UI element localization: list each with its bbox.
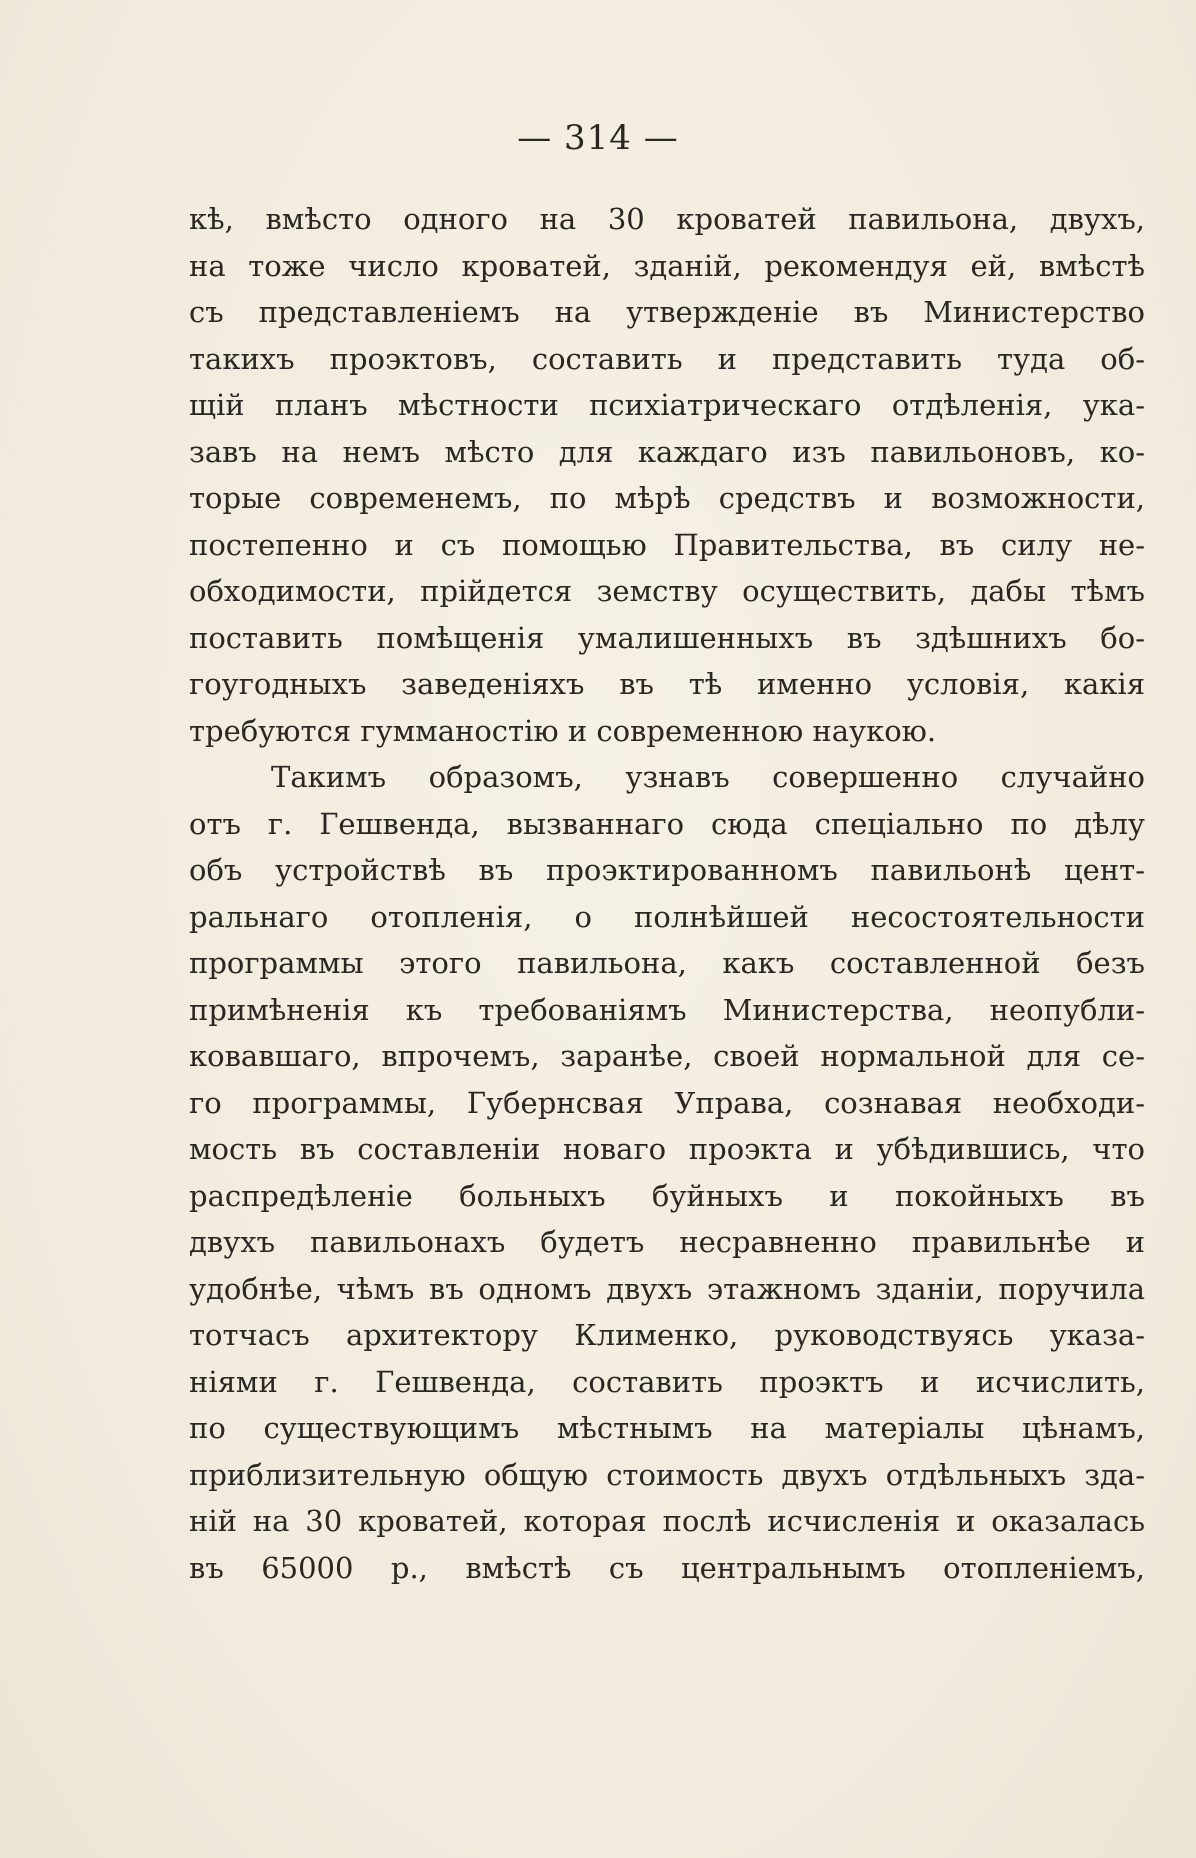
- text-line: распредѣленіе больныхъ буйныхъ и покойныхъ въ: [189, 1178, 1145, 1213]
- text-line: на тоже число кроватей, зданій, рекомендуя ей, вмѣстѣ: [189, 248, 1145, 283]
- body-text: [189, 196, 1145, 1591]
- text-line: ній на 30 кроватей, которая послѣ исчисленія и оказалась: [189, 1504, 1145, 1538]
- text-line: го программы, Губернсвая Управа, сознавая необходи-: [189, 1085, 1145, 1120]
- text-line: завъ на немъ мѣсто для каждаго изъ павильоновъ, ко-: [189, 434, 1145, 469]
- text-line: поставить помѣщенія умалишенныхъ въ здѣшнихъ бо-: [189, 620, 1145, 655]
- text-line: по существующимъ мѣстнымъ на матеріалы цѣнамъ,: [189, 1411, 1145, 1445]
- text-line: приблизительную общую стоимость двухъ отдѣльныхъ зда-: [189, 1457, 1145, 1492]
- text-line: гоугодныхъ заведеніяхъ въ тѣ именно условія, какія: [189, 667, 1145, 701]
- text-line: программы этого павильона, какъ составленной безъ: [189, 946, 1145, 980]
- text-line: ральнаго отопленія, о полнѣйшей несостоятельности: [189, 899, 1145, 934]
- text-line: щій планъ мѣстности психіатрическаго отдѣленія, ука-: [189, 388, 1145, 422]
- page-number: — 314 —: [517, 118, 679, 158]
- text-line: примѣненія къ требованіямъ Министерства, неопубли-: [189, 992, 1145, 1027]
- text-line: обходимости, прійдется земству осуществить, дабы тѣмъ: [189, 574, 1145, 608]
- text-line: постепенно и съ помощью Правительства, въ силу не-: [189, 527, 1145, 562]
- text-line: тотчасъ архитектору Клименко, руководствуясь указа-: [189, 1318, 1145, 1352]
- text-line: ковавшаго, впрочемъ, заранѣе, своей нормальной для се-: [189, 1039, 1145, 1073]
- text-line: кѣ, вмѣсто одного на 30 кроватей павильона, двухъ,: [189, 202, 1145, 236]
- text-line: двухъ павильонахъ будетъ несравненно правильнѣе и: [189, 1225, 1145, 1259]
- text-line: торые современемъ, по мѣрѣ средствъ и возможности,: [189, 481, 1145, 515]
- text-line: удобнѣе, чѣмъ въ одномъ двухъ этажномъ зданіи, поручила: [189, 1271, 1145, 1306]
- text-line: Такимъ образомъ, узнавъ совершенно случайно: [271, 760, 1145, 794]
- text-line: требуются гумманостію и современною наукою.: [189, 713, 937, 748]
- text-line: ніями г. Гешвенда, составить проэктъ и исчислить,: [189, 1364, 1145, 1399]
- text-line: мость въ составленіи новаго проэкта и убѣдившись, что: [189, 1132, 1145, 1166]
- text-line: отъ г. Гешвенда, вызваннаго сюда спеціально по дѣлу: [189, 806, 1145, 841]
- text-line: въ 65000 р., вмѣстѣ съ центральнымъ отопленіемъ,: [189, 1550, 1145, 1585]
- text-line: объ устройствѣ въ проэктированномъ павильонѣ цент-: [189, 853, 1145, 887]
- text-line: такихъ проэктовъ, составить и представить туда об-: [189, 341, 1145, 376]
- text-line: съ представленіемъ на утвержденіе въ Министерство: [189, 295, 1145, 329]
